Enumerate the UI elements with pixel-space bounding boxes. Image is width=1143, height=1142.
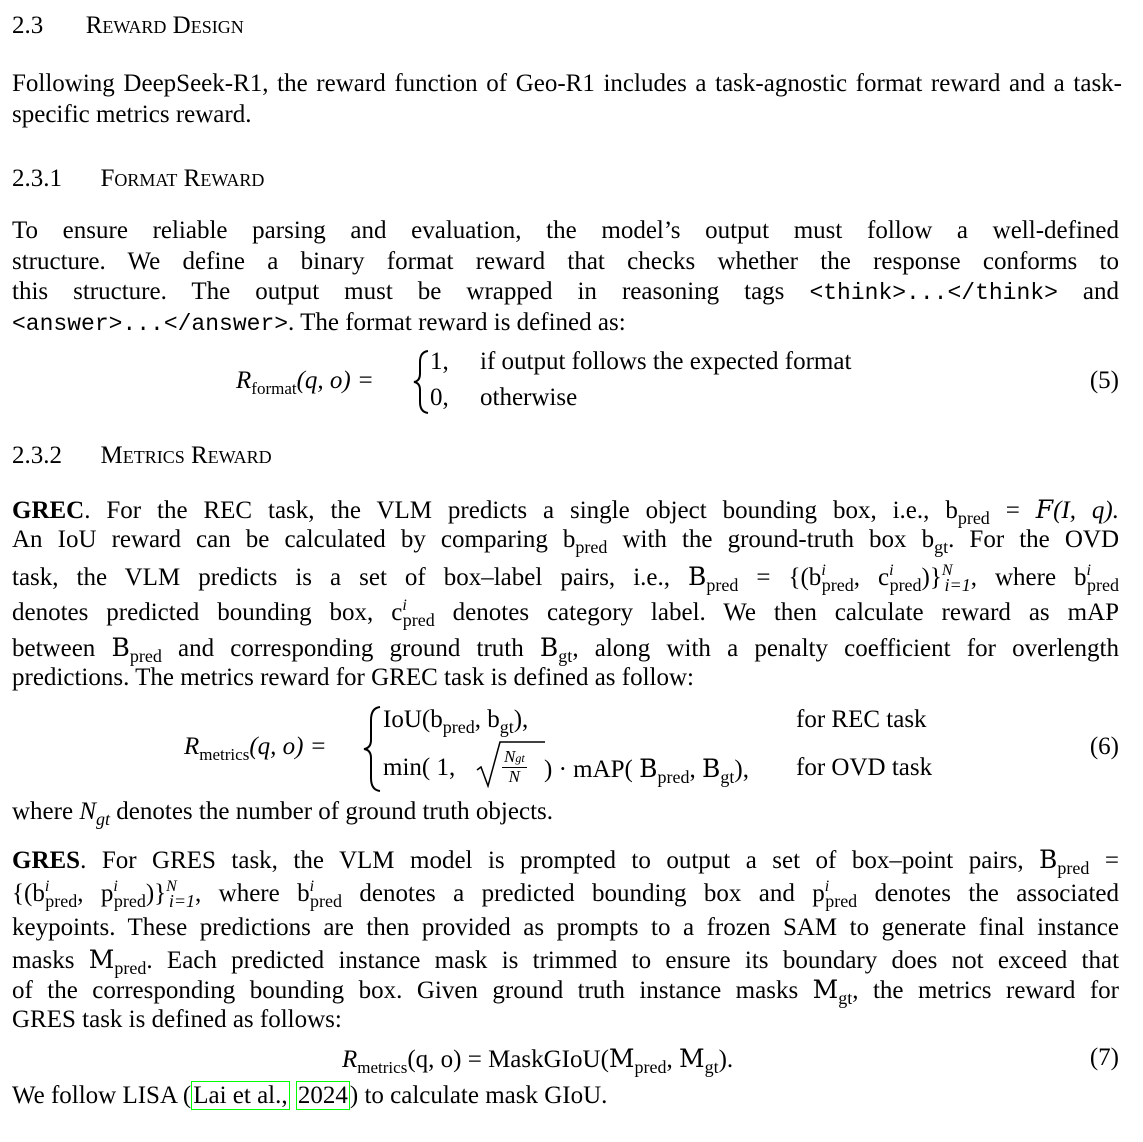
- section-title: Reward Design: [85, 12, 244, 39]
- subsection-heading-format: 2.3.1 Format Reward: [12, 165, 265, 192]
- eq5-brace: [412, 350, 430, 414]
- citation-link-year[interactable]: 2024: [297, 1082, 348, 1109]
- citation-link-author[interactable]: Lai et al.,: [193, 1082, 288, 1109]
- intro-paragraph: Following DeepSeek-R1, the reward function of Geo-R1 includes a task-agnostic format reward and a task-specific metrics reward.: [12, 70, 1122, 128]
- gres-label: GRES: [12, 847, 81, 874]
- equation-number-7: (7): [1089, 1044, 1119, 1071]
- grec-label: GREC: [12, 497, 85, 524]
- answer-tag: <answer>...</answer>: [12, 311, 289, 337]
- equation-number-6: (6): [1089, 733, 1119, 760]
- subsection-heading-metrics: 2.3.2 Metrics Reward: [12, 442, 272, 469]
- section-number: 2.3: [12, 12, 44, 39]
- eq6-brace: [362, 706, 382, 792]
- equation-number-5: (5): [1089, 367, 1119, 394]
- section-heading: [12, 12, 244, 40]
- think-tag: <think>...</think>: [809, 280, 1058, 306]
- where-ngt: where $N_{gt}$ denotes the number of ground truth objects.: [12, 798, 553, 829]
- final-sentence: We follow LISA (Lai et al., 2024) to calculate mask GIoU.: [12, 1082, 608, 1109]
